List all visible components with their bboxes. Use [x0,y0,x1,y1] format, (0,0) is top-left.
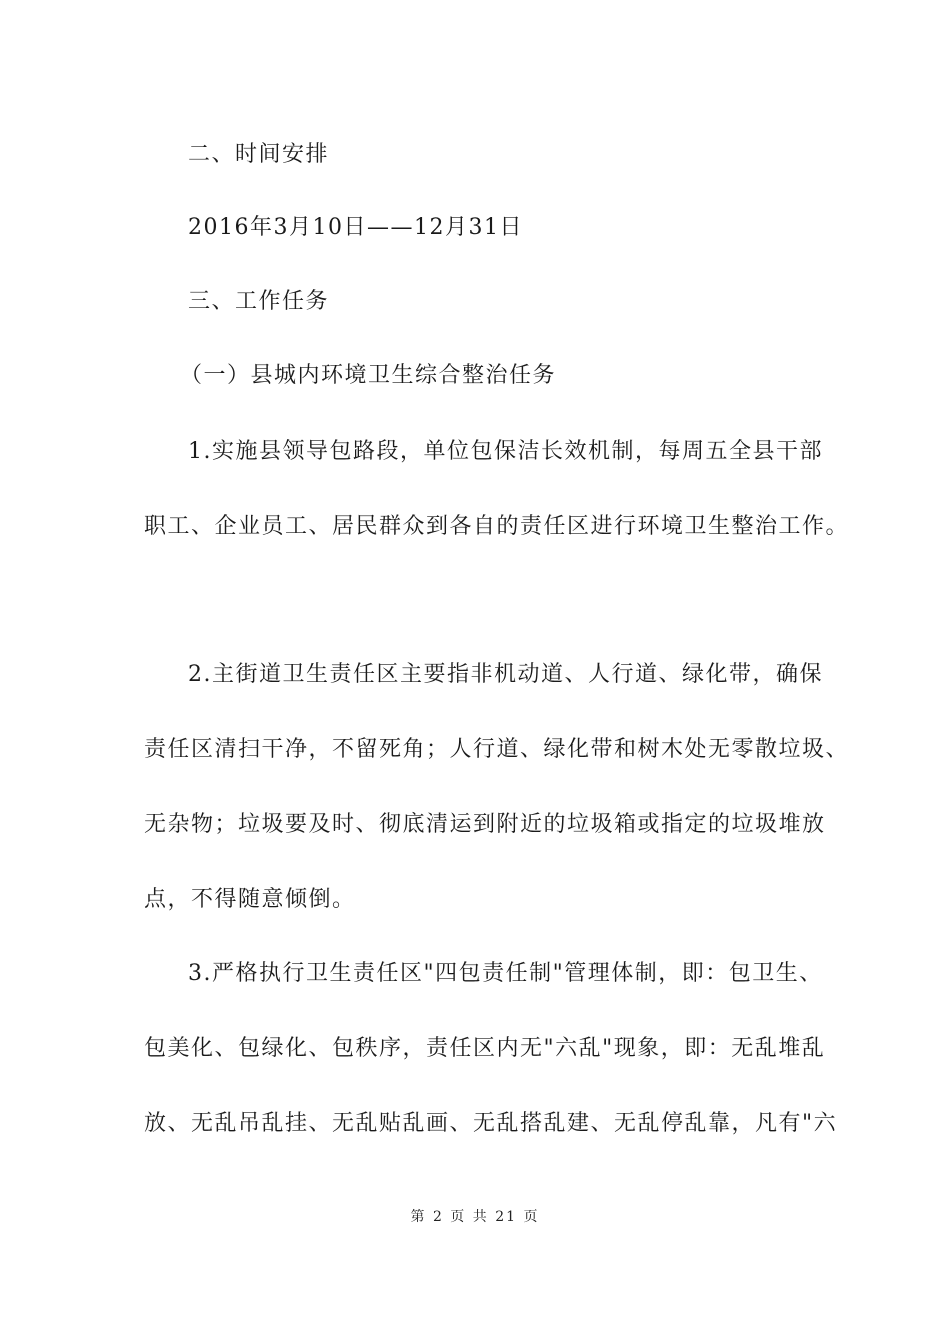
page-number-footer: 第 2 页 共 21 页 [410,1209,540,1225]
item1-line1: 1.实施县领导包路段，单位包保洁长效机制，每周五全县干部 [188,439,823,464]
item2-line2: 责任区清扫干净，不留死角；人行道、绿化带和树木处无零散垃圾、 [144,737,850,762]
item2-line3: 无杂物；垃圾要及时、彻底清运到附近的垃圾箱或指定的垃圾堆放 [144,812,826,837]
item3-line3: 放、无乱吊乱挂、无乱贴乱画、无乱搭乱建、无乱停乱靠，凡有"六 [144,1111,838,1136]
item2-line1: 2.主街道卫生责任区主要指非机动道、人行道、绿化带，确保 [188,662,823,687]
schedule-dates: 2016年3月10日——12月31日 [188,215,523,240]
item3-line2: 包美化、包绿化、包秩序，责任区内无"六乱"现象，即：无乱堆乱 [144,1036,826,1061]
item3-line1: 3.严格执行卫生责任区"四包责任制"管理体制，即：包卫生、 [188,961,823,986]
section-heading-tasks: 三、工作任务 [188,289,330,314]
item1-line2: 职工、企业员工、居民群众到各自的责任区进行环境卫生整治工作。 [144,514,850,539]
item2-line4: 点，不得随意倾倒。 [144,887,356,912]
section-heading-schedule: 二、时间安排 [188,142,330,167]
subheading-county-tasks: （一）县城内环境卫生综合整治任务 [180,363,557,388]
